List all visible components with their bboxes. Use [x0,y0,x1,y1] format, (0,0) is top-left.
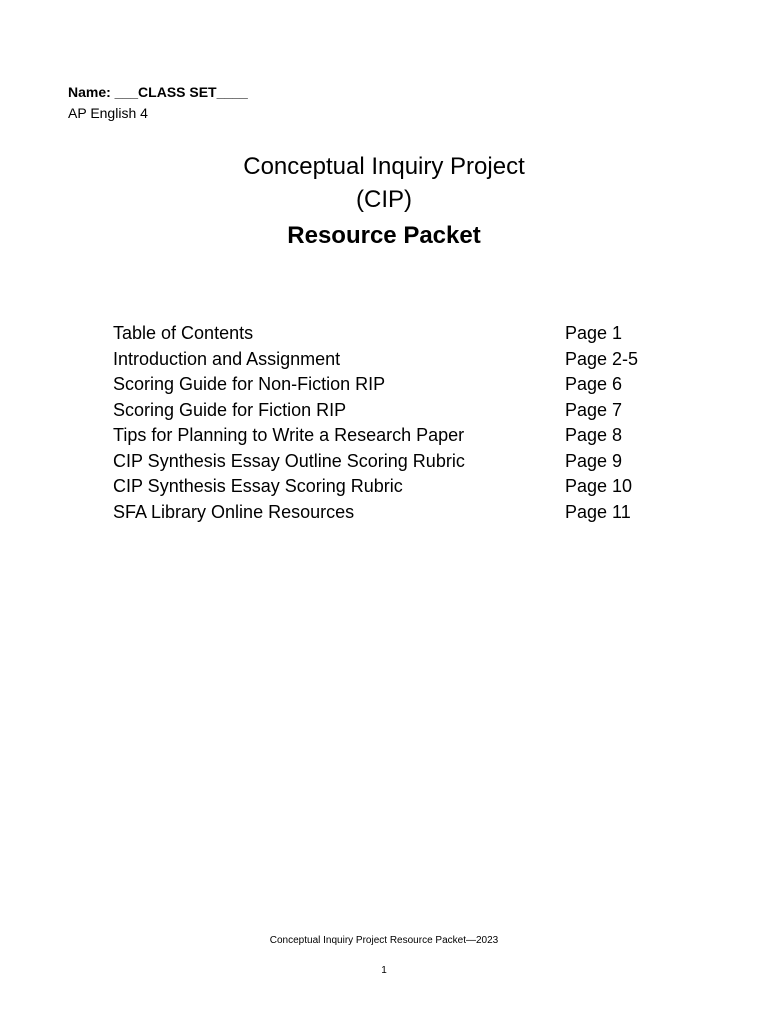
toc-row [113,347,673,373]
student-header [68,82,248,124]
page-footer: Conceptual Inquiry Project Resource Packet—2023 [269,935,499,946]
toc-entry-title: CIP Synthesis Essay Outline Scoring Rubric [113,450,465,471]
toc-entry-title: CIP Synthesis Essay Scoring Rubric [113,476,403,496]
toc-row [113,321,673,347]
title-main: Conceptual Inquiry Project [243,153,525,180]
toc-entry-title: SFA Library Online Resources [113,501,355,522]
title-packet: Resource Packet [287,222,481,249]
toc-entry-page: Page 7 [565,399,623,420]
page-number: 1 [381,965,387,976]
toc-entry-page: Page 1 [565,323,623,343]
toc-entry-page: Page 8 [565,425,623,445]
toc-entry-title: Scoring Guide for Non-Fiction RIP [113,374,386,394]
toc-entry-title: Introduction and Assignment [113,348,341,369]
title-abbreviation: (CIP) [356,186,412,213]
toc-row [113,398,673,424]
toc-entry-title: Tips for Planning to Write a Research Paper [113,425,465,445]
toc-row [113,372,673,398]
toc-entry-page: Page 9 [565,450,623,471]
toc-entry-page: Page 2-5 [565,348,639,369]
toc-entry-title: Table of Contents [113,323,254,343]
document-title [0,150,768,254]
toc-row [113,449,673,475]
toc-entry-page: Page 6 [565,374,623,394]
toc-row [113,423,673,449]
name-line: Name: ___CLASS SET____ [68,84,248,100]
course-line: AP English 4 [68,105,148,121]
toc-entry-page: Page 11 [565,501,631,522]
toc-entry-page: Page 10 [565,476,633,496]
toc-entry-title: Scoring Guide for Fiction RIP [113,399,347,420]
toc-row [113,474,673,500]
table-of-contents [113,321,673,525]
toc-row [113,500,673,526]
